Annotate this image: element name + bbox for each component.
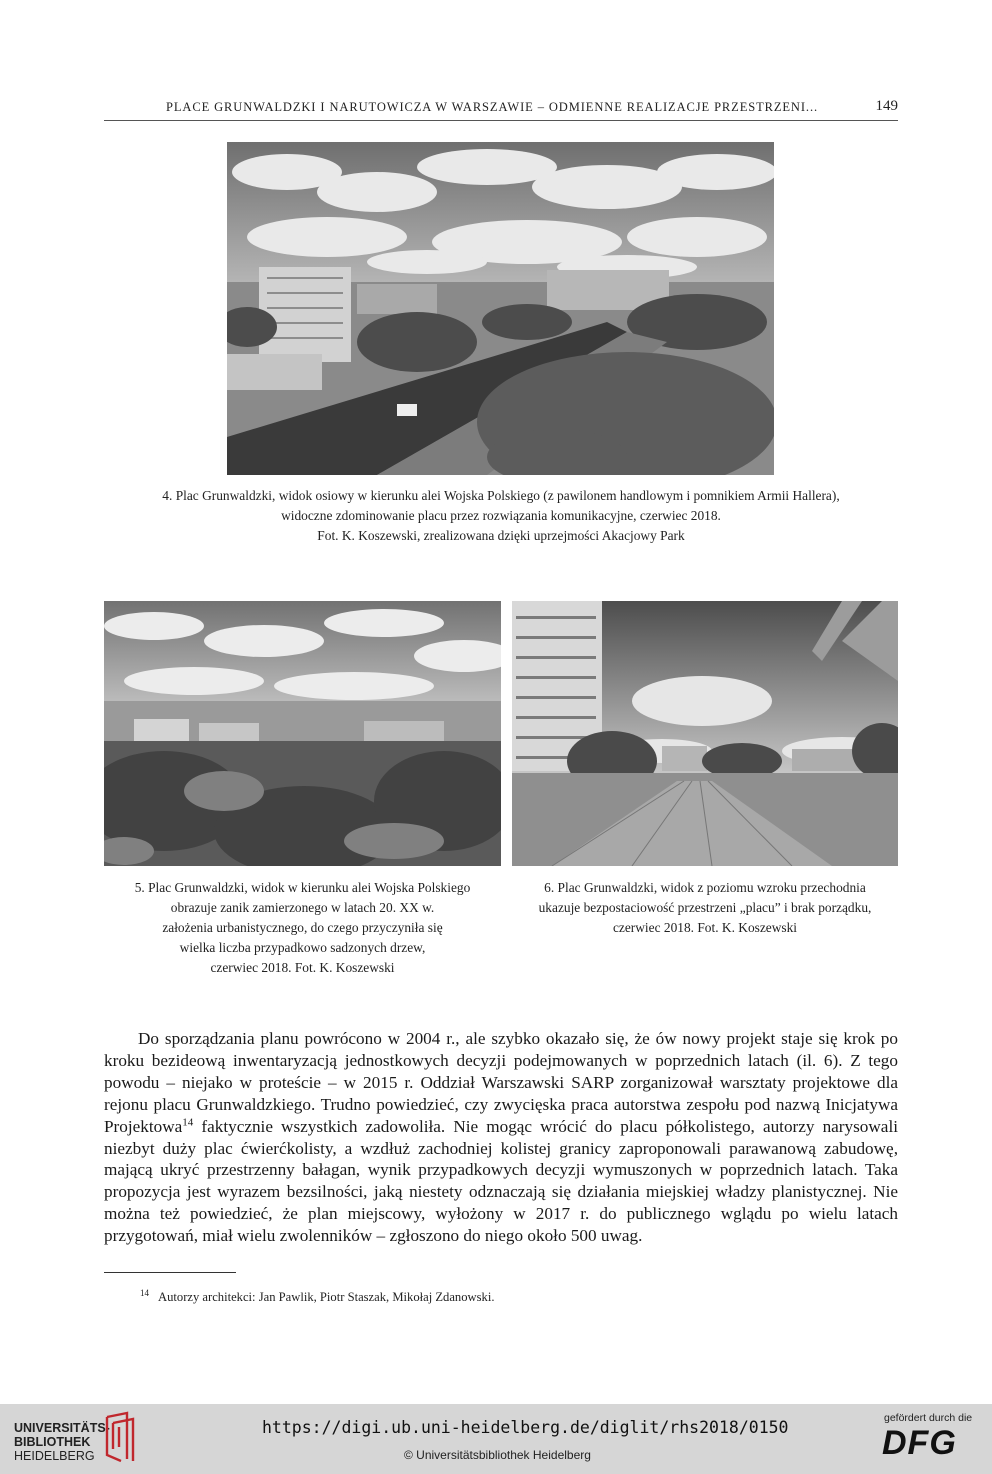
caption-line: 6. Plac Grunwaldzki, widok z poziomu wzroku przechodnia [544, 880, 866, 895]
body-paragraph [104, 1028, 898, 1247]
funded-by-label: gefördert durch die [884, 1412, 973, 1424]
library-name-line: UNIVERSITÄTS- [14, 1421, 110, 1435]
caption-line: obrazuje zanik zamierzonego w latach 20. XX w. [170, 900, 435, 915]
paragraph-text-part-2: faktycznie wszystkich zadowoliła. Nie mogąc wrócić do placu półkolistego, autorzy narysowali niezbyt duży plac ćwierćkolisty, a wzdłuż zachodniej kolistej granicy zaproponowali parawanową zabudowę, mającą ukryć przestrzenny bałagan, wynik przypadkowych decyzji wymuszonych w poprzednich latach. Taka propozycja jest wyrazem bezsilności, jaką niestety odznaczają się działania miejskiej władzy planistycznej. Nie można też powiedzieć, że plan miejscowy, wyłożony w 2017 r. do publicznego wglądu po wielu latach przygotowań, miał wielu zwolenników – zgłoszono do niego około 500 uwag. [104, 1116, 898, 1246]
caption-line: Fot. K. Koszewski, zrealizowana dzięki uprzejmości Akacjowy Park [317, 528, 685, 543]
paragraph [104, 1028, 898, 1247]
library-logo-icon [101, 1411, 139, 1463]
caption-line: czerwiec 2018. Fot. K. Koszewski [210, 960, 395, 975]
footnote-reference[interactable]: 14 [182, 1115, 194, 1128]
caption-line: czerwiec 2018. Fot. K. Koszewski [612, 920, 798, 935]
page-number: 149 [875, 98, 898, 114]
caption-line: założenia urbanistycznego, do czego przyczyniła się [162, 920, 443, 935]
running-head-title: PLACE GRUNWALDZKI I NARUTOWICZA W WARSZAWIE – ODMIENNE REALIZACJE PRZESTRZENI... [166, 100, 818, 114]
figure-4-photo [227, 142, 774, 475]
caption-line: 4. Plac Grunwaldzki, widok osiowy w kierunku alei Wojska Polskiego (z pawilonem handlowym i pomnikiem Armii Hallera), [162, 488, 840, 503]
footnote-number: 14 [140, 1288, 149, 1298]
figure-5-caption [104, 878, 501, 978]
caption-line: 5. Plac Grunwaldzki, widok w kierunku alei Wojska Polskiego [134, 880, 471, 895]
footnote-divider [104, 1272, 236, 1273]
library-name [14, 1421, 110, 1463]
document-url-link[interactable]: https://digi.ub.uni-heidelberg.de/diglit/rhs2018/0150 [262, 1418, 789, 1437]
figure-4-caption [104, 486, 898, 546]
footnote-text: Autorzy architekci: Jan Pawlik, Piotr Staszak, Mikołaj Zdanowski. [158, 1290, 495, 1305]
paragraph-text-part-1: Do sporządzania planu powrócono w 2004 r., ale szybko okazało się, że ów nowy projekt staje się krok po kroku bezideową inwentaryzacją jednostkowych decyzji podejmowanych w poprzednich latach (il. 6). Z tego powodu – niejako w proteście – w 2015 r. Oddział Warszawski SARP zorganizował warsztaty projektowe dla rejonu placu Grunwaldzkiego. Trudno powiedzieć, czy zwycięska praca autorstwa zespołu pod nazwą Inicjatywa Projektowa [104, 1029, 898, 1136]
copyright-notice: © Universitätsbibliothek Heidelberg [404, 1448, 591, 1462]
caption-line: wielka liczba przypadkowo sadzonych drzew, [179, 940, 426, 955]
dfg-logo: DFG [882, 1424, 957, 1462]
caption-line: ukazuje bezpostaciowość przestrzeni „placu” i brak porządku, [538, 900, 872, 915]
library-name-line: HEIDELBERG [14, 1449, 95, 1463]
caption-line: widoczne zdominowanie placu przez rozwiązania komunikacyjne, czerwiec 2018. [281, 508, 721, 523]
footnote [140, 1288, 494, 1305]
figure-6-caption [505, 878, 905, 938]
figure-6-photo [512, 601, 898, 866]
footer-bar [0, 1404, 992, 1474]
library-name-line: BIBLIOTHEK [14, 1435, 91, 1449]
figure-5-photo [104, 601, 501, 866]
header-divider [104, 120, 898, 121]
